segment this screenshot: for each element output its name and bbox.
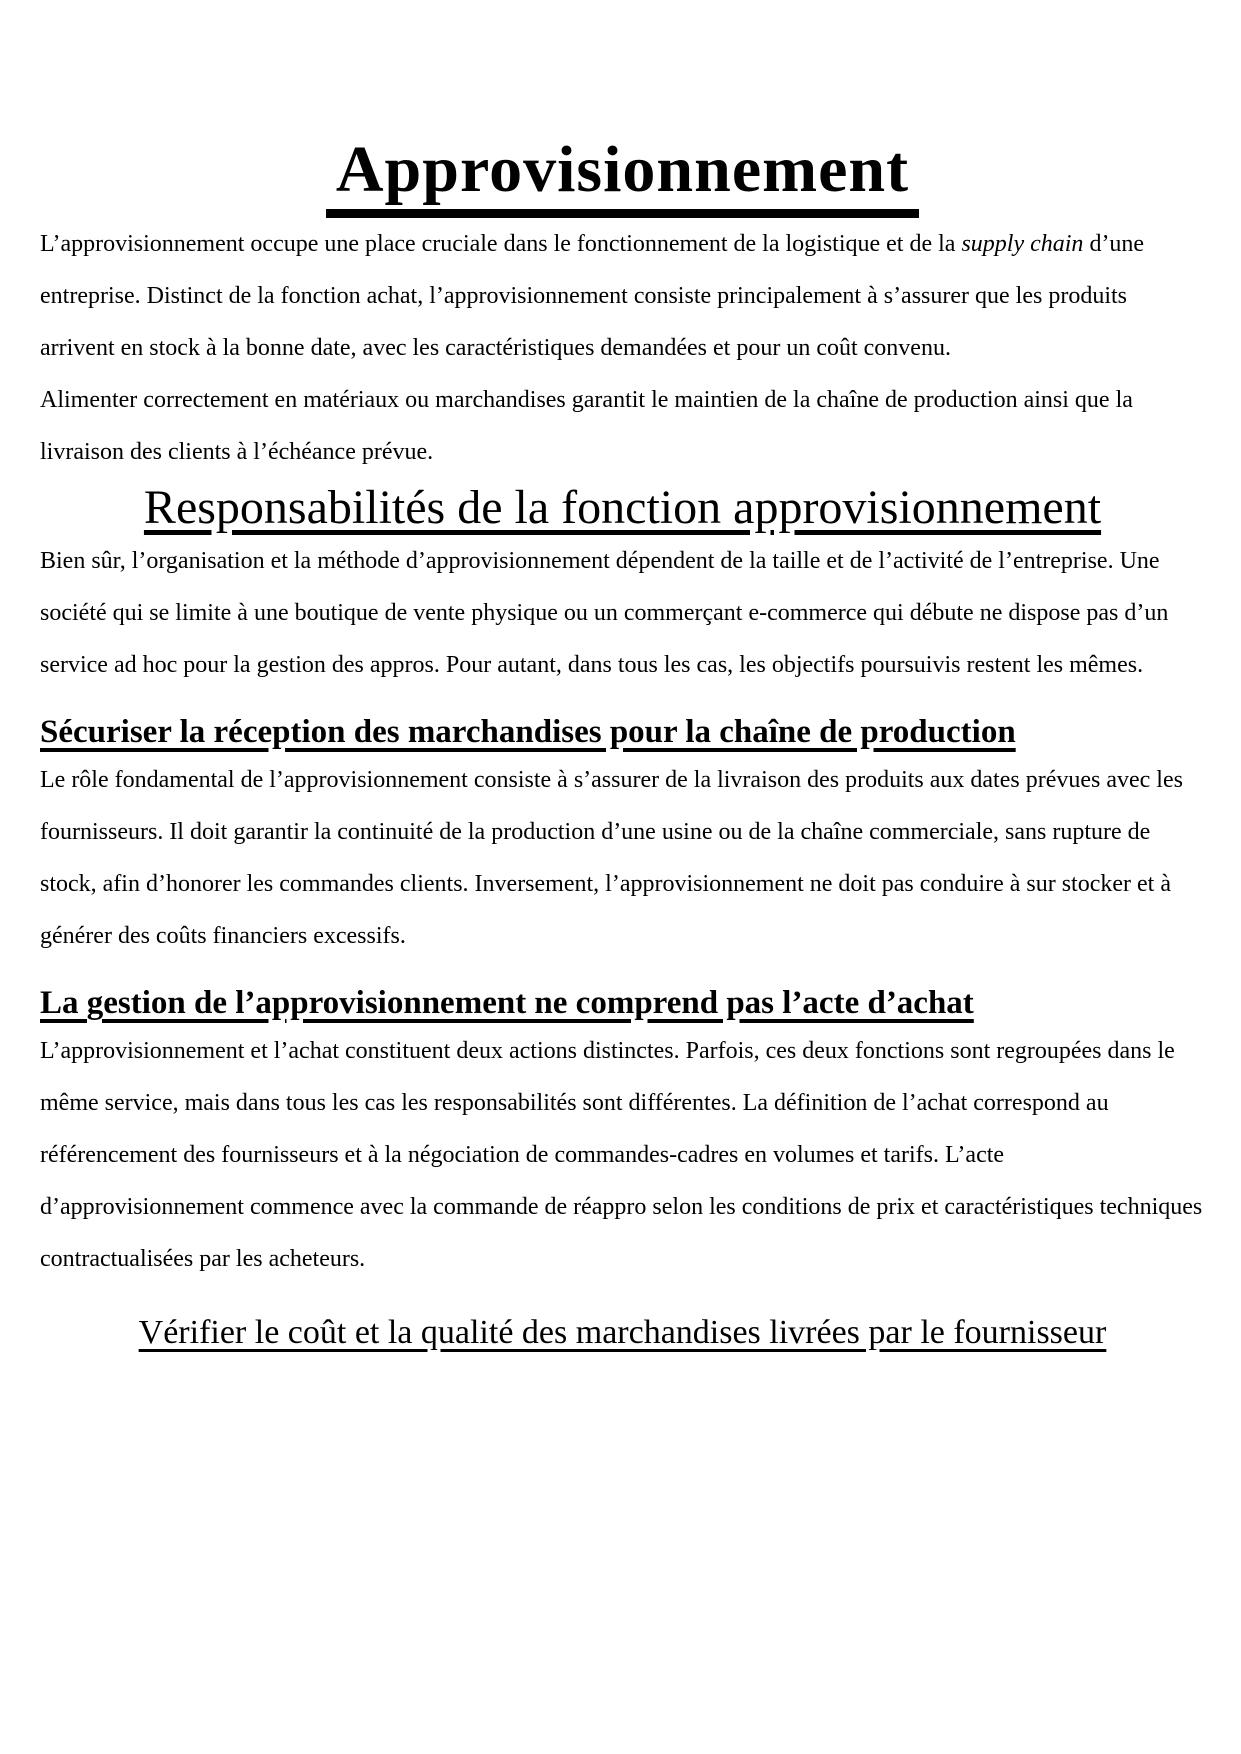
securiser-paragraph: Le rôle fondamental de l’approvisionnement consiste à s’assurer de la livraison des produits aux dates prévues avec les fournisseurs. Il doit garantir la continuité de la production d’une usine ou de la chaîne commerciale, sans rupture de stock, afin d’honorer les commandes clients. Inversement, l’approvisionnement ne doit pas conduire à sur stocker et à générer des coûts financiers excessifs.	[40, 767, 1183, 950]
intro-paragraph	[40, 218, 1205, 374]
page-title	[40, 135, 1205, 218]
section-heading-verifier: Vérifier le coût et la qualité des marchandises livrées par le fournisseur	[138, 1314, 1107, 1352]
intro-italic-supply-chain: supply chain	[961, 231, 1084, 258]
section-heading-responsabilites: Responsabilités de la fonction approvisionnement	[143, 481, 1102, 535]
intro-paragraph-2: Alimenter correctement en matériaux ou marchandises garantit le maintien de la chaîne de production ainsi que la livraison des clients à l’échéance prévue.	[40, 387, 1133, 466]
intro-paragraph-segment-2: d’une entreprise. Distinct de la fonction achat, l’approvisionnement consiste principalement à s’assurer que les produits arrivent en stock à la bonne date, avec les caractéristiques demandées et pour un coût convenu.	[40, 231, 1145, 362]
intro-paragraph-segment-1: L’approvisionnement occupe une place cruciale dans le fonctionnement de la logistique et de la	[40, 231, 962, 258]
section-heading-securiser: Sécuriser la réception des marchandises pour la chaîne de production	[40, 714, 1016, 751]
section-heading-gestion: La gestion de l’approvisionnement ne comprend pas l’acte d’achat	[40, 985, 974, 1022]
page-title-text: Approvisionnement	[326, 135, 919, 218]
responsabilites-paragraph: Bien sûr, l’organisation et la méthode d’approvisionnement dépendent de la taille et de l’activité de l’entreprise. Une société qui se limite à une boutique de vente physique ou un commerçant e-commerce qui débute ne dispose pas d’un service ad hoc pour la gestion des appros. Pour autant, dans tous les cas, les objectifs poursuivis restent les mêmes.	[40, 548, 1169, 679]
document-content	[0, 135, 1241, 1355]
gestion-paragraph: L’approvisionnement et l’achat constituent deux actions distinctes. Parfois, ces deux fonctions sont regroupées dans le même service, mais dans tous les cas les responsabilités sont différentes. La définition de l’achat correspond au référencement des fournisseurs et à la négociation de commandes-cadres en volumes et tarifs. L’acte d’approvisionnement commence avec la commande de réappro selon les conditions de prix et caractéristiques techniques contractualisées par les acheteurs.	[40, 1038, 1203, 1273]
